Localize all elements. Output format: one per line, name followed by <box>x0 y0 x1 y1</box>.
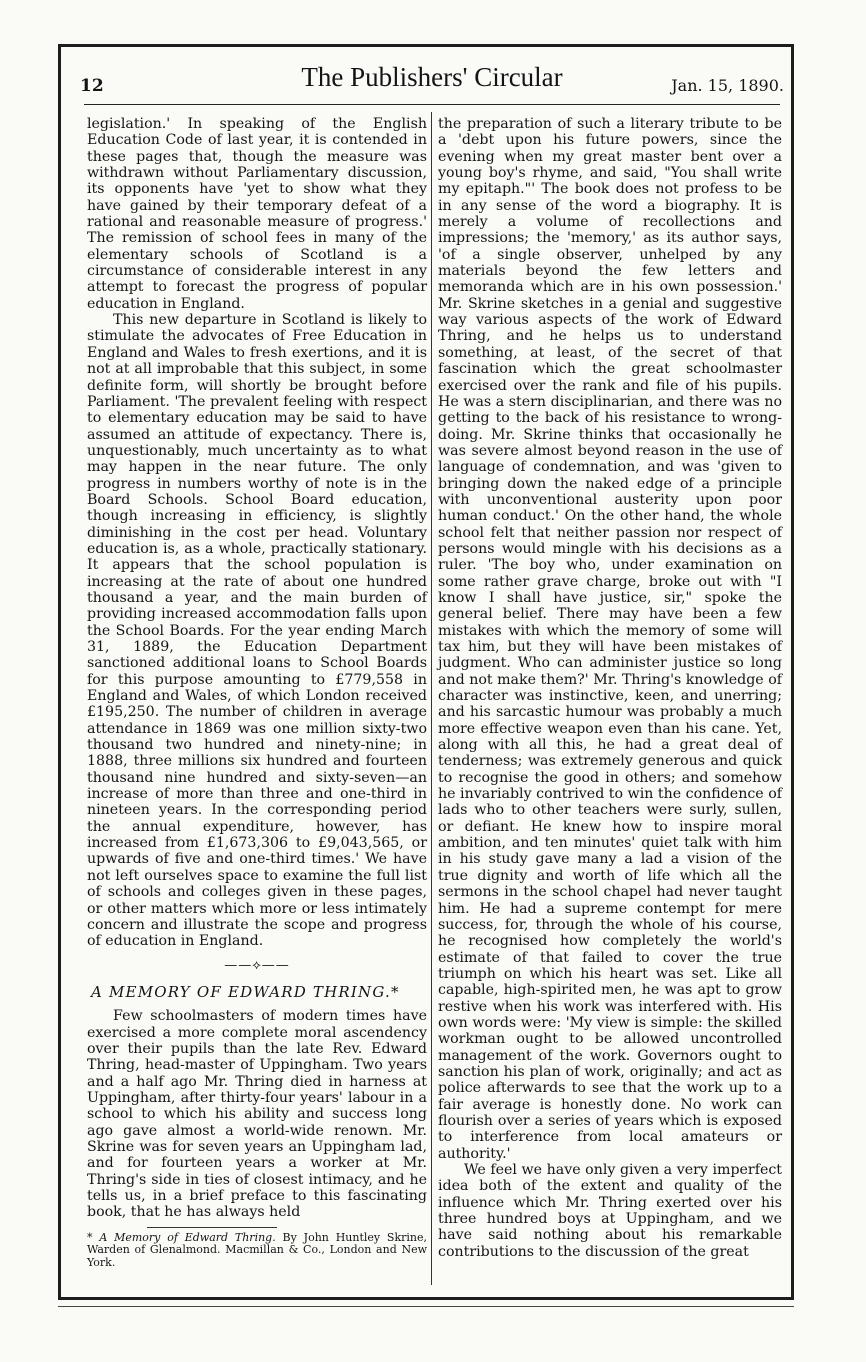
journal-title: The Publishers' Circular <box>301 62 563 92</box>
right-paragraph-1: the preparation of such a literary tribute to be a 'debt upon his future powers, since the evening when my great master bent over a young boy's rhyme, and said, "You shall write my epitaph."' The book does not profess to be in any sense of the word a biography. It is merely a volume of recollections and impressions; the 'memory,' as its author says, 'of a single observer, unhelped by any materials beyond the few letters and memoranda which are in his own possession.' Mr. Skrine sketches in a genial and suggestive way various aspects of the work of Edward Thring, and he helps us to understand something, at least, of the secret of that fascination which the great schoolmaster exercised over the rank and file of his pupils. He was a stern disciplinarian, and there was no getting to the back of his resistance to wrong-doing. Mr. Skrine thinks that occasionally he was severe almost beyond reason in the use of language of condemnation, and was 'given to bringing down the naked edge of a principle with unconventional austerity upon poor human conduct.' On the other hand, the whole school felt that neither passion nor respect of persons would mingle with his decisions as a ruler. 'The boy who, under examination on some rather grave charge, broke out with "I know I shall have justice, sir," spoke the general belief. There may have been a few mistakes with which the memory of some will tax him, but they will have been mistakes of judgment. Who can administer justice so long and not make them?' Mr. Thring's knowledge of character was instinctive, keen, and unerring; and his sarcastic humour was probably a much more effective weapon even than his cane. Yet, along with all this, he had a great deal of tenderness; was extremely generous and quick to recognise the good in others; and somehow he invariably contrived to win the confidence of lads who to other teachers were surly, sullen, or defiant. He knew how to inspire moral ambition, and ten minutes' quiet talk with him in his study gave many a lad a vision of the true dignity and worth of life which all the sermons in the school chapel had never taught him. He had a supreme contempt for mere success, for, through the whole of his course, he recognised how completely the world's estimate of that failed to cover the true triumph on which his heart was set. Like all capable, high-spirited men, he was apt to grow restive when his work was interfered with. His own words were: 'My view is simple: the skilled workman ought to be allowed uncontrolled management of the work. Governors ought to sanction his plan of work, originally; and act as police afterwards to see that the work up to a fair average is honestly done. No work can flourish over a series of years which is exposed to interference from local amateurs or authority.' <box>438 116 783 1162</box>
header-rule <box>84 104 780 105</box>
page-number: 12 <box>80 76 104 96</box>
bottom-border-thin-rule <box>58 1306 794 1307</box>
footnote-text: By John Huntley Skrine, Warden of Glenalmond. Macmillan & Co., London and New York. <box>87 1230 428 1269</box>
footnote <box>87 1232 427 1270</box>
page-header <box>80 62 784 100</box>
article-heading: A MEMORY OF EDWARD THRING.* <box>91 982 400 1001</box>
left-paragraph-3: Few schoolmasters of modern times have exercised a more complete moral ascendency over their pupils than the late Rev. Edward Thring, head-master of Uppingham. Two years and a half ago Mr. Thring died in harness at Uppingham, after thirty-four years' labour in a school to which his ability and success long ago gave almost a world-wide renown. Mr. Skrine was for seven years an Uppingham lad, and for fourteen years a worker at Mr. Thring's side in ties of closest intimacy, and he tells us, in a brief preface to this fascinating book, that he has always held <box>87 1008 427 1221</box>
left-column <box>87 116 427 1269</box>
top-border-rule <box>58 44 794 47</box>
section-ornament: ——⟡—— <box>224 957 290 973</box>
bottom-border-rule <box>58 1297 794 1300</box>
right-paragraph-2: We feel we have only given a very imperfect idea both of the extent and quality of the influence which Mr. Thring exerted over his three hundred boys at Uppingham, and we have said nothing about his remarkable contributions to the discussion of the great <box>438 1162 782 1260</box>
issue-date: Jan. 15, 1890. <box>671 76 784 95</box>
right-column <box>438 116 782 1260</box>
left-paragraph-1: legislation.' In speaking of the English Education Code of last year, it is contended in these pages that, though the measure was withdrawn without Parliamentary discussion, its opponents have 'yet to show what they have gained by their temporary defeat of a rational and reasonable measure of progress.' The remission of school fees in many of the elementary schools of Scotland is a circumstance of considerable interest in any attempt to forecast the progress of popular education in England. <box>87 116 427 312</box>
left-paragraph-2: This new departure in Scotland is likely to stimulate the advocates of Free Education in England and Wales to fresh exertions, and it is not at all improbable that this subject, in some definite form, will shortly be brought before Parliament. 'The prevalent feeling with respect to elementary education may be said to have assumed an attitude of expectancy. There is, unquestionably, much uncertainty as to what may happen in the near future. The only progress in numbers worthy of note is in the Board Schools. School Board education, though increasing in efficiency, is slightly diminishing in the cost per head. Voluntary education is, as a whole, practically stationary. It appears that the school population is increasing at the rate of about one hundred thousand a year, and the main burden of providing increased accommodation falls upon the School Boards. For the year ending March 31, 1889, the Education Department sanctioned additional loans to School Boards for this purpose amounting to £779,558 in England and Wales, of which London received £195,250. The number of children in average attendance in 1869 was one million sixty-two thousand two hundred and ninety-nine; in 1888, three millions six hundred and fourteen thousand nine hundred and sixty-seven—an increase of more than three and one-third in nineteen years. In the corresponding period the annual expenditure, however, has increased from £1,673,306 to £9,043,565, or upwards of five and one-third times.' We have not left ourselves space to examine the full list of schools and colleges given in these pages, or other matters which more or less intimately concern and illustrate the scope and progress of education in England. <box>87 312 427 950</box>
footnote-title: * A Memory of Edward Thring. <box>87 1230 276 1244</box>
right-border-rule <box>791 44 794 1300</box>
column-divider <box>431 112 432 1285</box>
left-border-rule <box>58 44 61 1300</box>
footnote-rule <box>147 1227 277 1228</box>
